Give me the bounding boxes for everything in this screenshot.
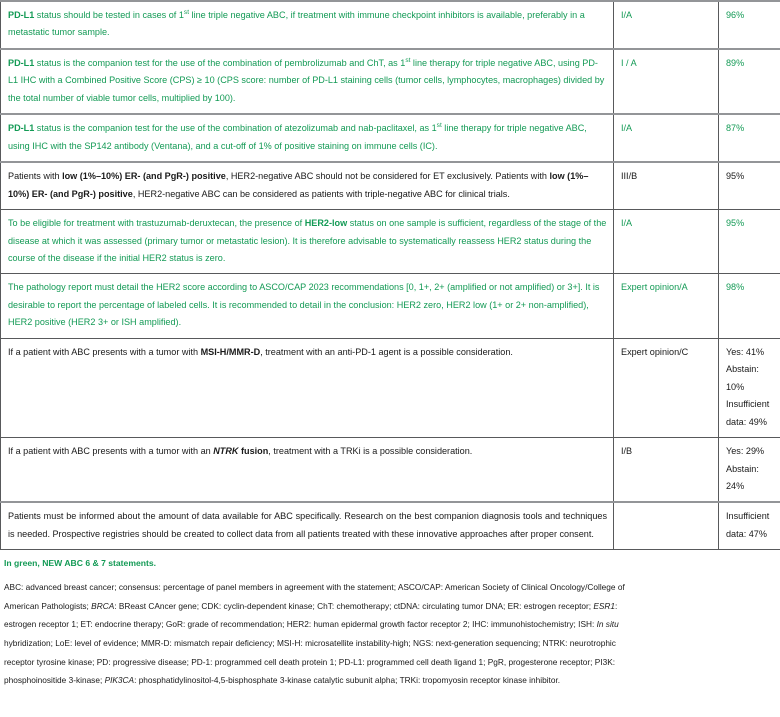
abbreviations-block [0, 578, 780, 690]
consensus-cell: Yes: 41% Abstain: 10% Insufficient data: 49% [719, 338, 780, 437]
loe-gor-cell: Expert opinion/A [614, 274, 719, 338]
table-row [1, 162, 780, 209]
loe-gor-cell: I/A [614, 210, 719, 274]
abbreviation-line: hybridization; LoE: level of evidence; MMR-D: mismatch repair deficiency; MSI-H: microsatellite instability-high; NGS: next-generation sequencing; NTRK: neurotrophic [4, 638, 616, 649]
loe-gor-cell: III/B [614, 162, 719, 209]
consensus-cell: 96% [719, 1, 780, 49]
table-body [1, 1, 780, 550]
table-row [1, 338, 780, 437]
statement-cell: Patients with low (1%–10%) ER- (and PgR-) positive, HER2-negative ABC should not be considered for ET exclusively. Patients with low (1%–10%) ER- (and PgR-) positive, HER2-negative ABC can be considered as patients with triple-negative ABC for clinical trials. [1, 162, 614, 209]
table-row [1, 49, 780, 114]
table-row [1, 274, 780, 338]
abbreviation-line: American Pathologists; BRCA: BReast CAncer gene; CDK: cyclin-dependent kinase; ChT: chemotherapy; ctDNA: circulating tumor DNA; ER: estrogen receptor; ESR1: [4, 600, 618, 611]
loe-gor-cell: I / A [614, 49, 719, 114]
statement-cell: PD-L1 status is the companion test for the use of the combination of pembrolizumab and ChT, as 1st line therapy for triple negative ABC, using PD-L1 IHC with a Combined Positive Score (CPS) ≥ 10 (CPS score: number of PD-L1 staining cells (tumor cells, lymphocytes, macrophages) divided by the total number of viable tumor cells, multiplied by 100). [1, 49, 614, 114]
loe-gor-cell: I/A [614, 1, 719, 49]
loe-gor-cell: I/B [614, 438, 719, 503]
table-row [1, 438, 780, 503]
consensus-cell: 87% [719, 114, 780, 162]
green-legend-note: In green, NEW ABC 6 & 7 statements. [4, 558, 157, 569]
table-row [1, 502, 780, 549]
statement-cell: The pathology report must detail the HER2 score according to ASCO/CAP 2023 recommendations [0, 1+, 2+ (amplified or not amplified) or 3+]. It is desirable to report the percentage of labeled cells. It is recommended to detail in the conclusion: HER2 zero, HER2 low (1+ or 2+ non-amplified), HER2 positive (HER2 3+ or ISH amplified). [1, 274, 614, 338]
consensus-cell: Insufficient data: 47% [719, 502, 780, 549]
table-row [1, 1, 780, 49]
loe-gor-cell: I/A [614, 114, 719, 162]
abbreviation-line: phosphoinositide 3-kinase; PIK3CA: phosphatidylinositol-4,5-bisphosphate 3-kinase catalytic subunit alpha; TRKi: tropomyosin receptor kinase inhibitor. [4, 675, 561, 686]
table-row [1, 210, 780, 274]
consensus-cell: Yes: 29% Abstain: 24% [719, 438, 780, 503]
loe-gor-cell [614, 502, 719, 549]
consensus-cell: 98% [719, 274, 780, 338]
statement-cell: If a patient with ABC presents with a tumor with an NTRK fusion, treatment with a TRKi is a possible consideration. [1, 438, 614, 503]
table-row [1, 114, 780, 162]
loe-gor-cell: Expert opinion/C [614, 338, 719, 437]
statement-cell: Patients must be informed about the amount of data available for ABC specifically. Research on the best companion diagnosis tools and techniques is needed. Prospective registries should be created to collect data from all patients treated with these innovative approaches after proper consent. [1, 502, 614, 549]
statement-cell: To be eligible for treatment with trastuzumab-deruxtecan, the presence of HER2-low status on one sample is sufficient, regardless of the stage of the disease at which it was assessed (primary tumor or metastatic lesion). It is therefore advisable to systematically reassess HER2 status during the course of the disease if the initial HER2 status is zero. [1, 210, 614, 274]
statement-cell: PD-L1 status is the companion test for the use of the combination of atezolizumab and nab-paclitaxel, as 1st line therapy for triple negative ABC, using IHC with the SP142 antibody (Ventana), and a cut-off of 1% of positive staining on immune cells (IC). [1, 114, 614, 162]
abbreviation-line: ABC: advanced breast cancer; consensus: percentage of panel members in agreement with the statement; ASCO/CAP: American Society of Clinical Oncology/College of [4, 582, 625, 593]
consensus-cell: 89% [719, 49, 780, 114]
abbreviation-line: receptor tyrosine kinase; PD: progressive disease; PD-1: programmed cell death protein 1; PD-L1: programmed cell death ligand 1; PgR, progesterone receptor; PI3K: [4, 656, 616, 667]
statement-cell: If a patient with ABC presents with a tumor with MSI-H/MMR-D, treatment with an anti-PD-1 agent is a possible consideration. [1, 338, 614, 437]
abbreviation-line: estrogen receptor 1; ET: endocrine therapy; GoR: grade of recommendation; HER2: human epidermal growth factor receptor 2; IHC: immunohistochemistry; ISH: In situ [4, 619, 619, 630]
statement-cell: PD-L1 status should be tested in cases of 1st line triple negative ABC, if treatment with immune checkpoint inhibitors is available, preferably in a metastatic tumor sample. [1, 1, 614, 49]
consensus-cell: 95% [719, 162, 780, 209]
consensus-cell: 95% [719, 210, 780, 274]
